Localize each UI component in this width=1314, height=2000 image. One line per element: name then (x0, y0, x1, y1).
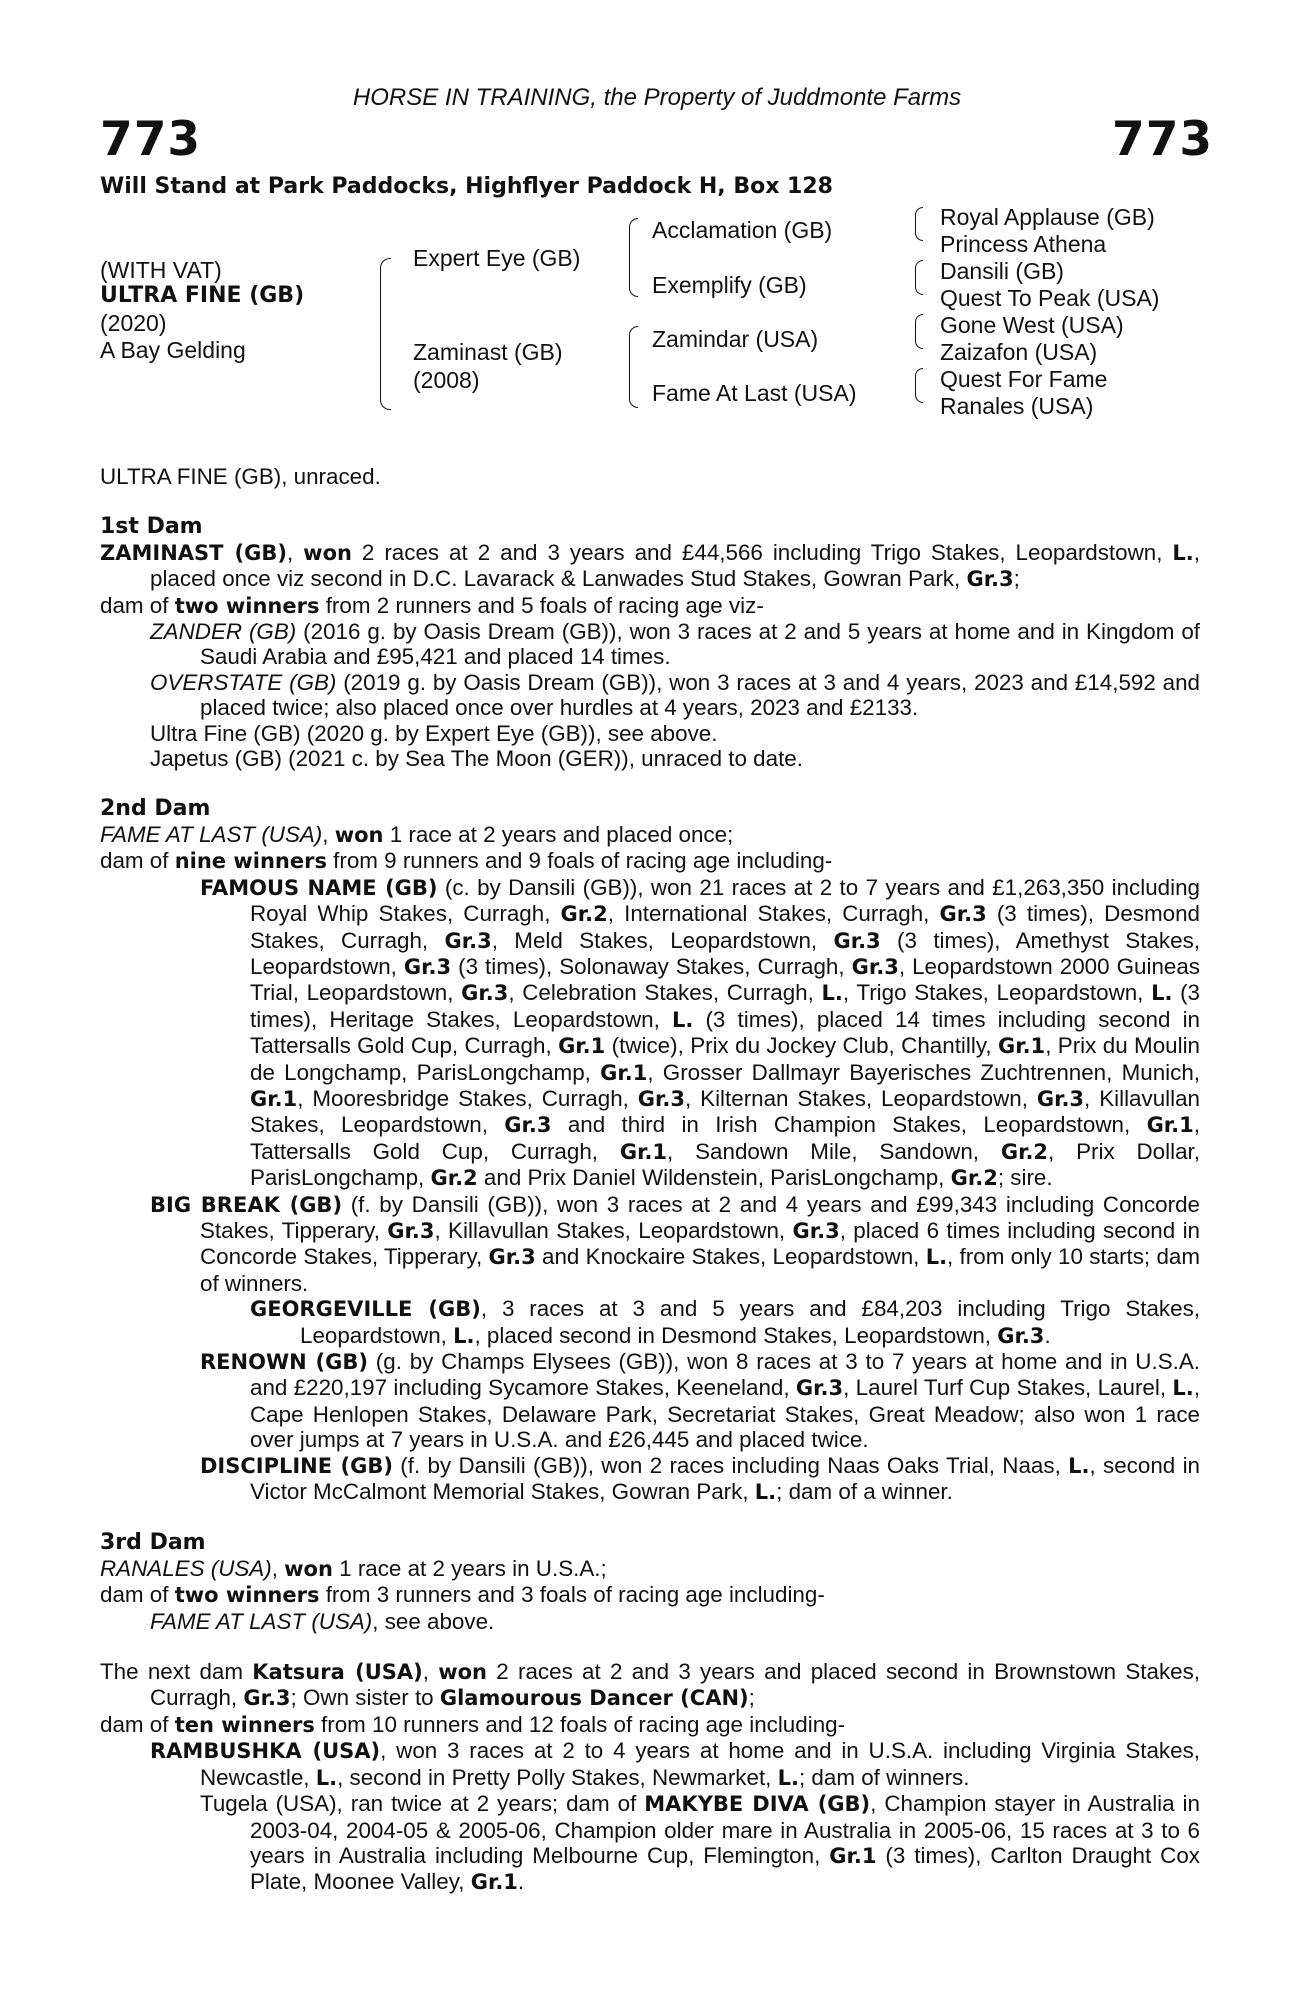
progeny-renown: RENOWN (GB) (g. by Champs Elysees (GB)), won 8 races at 3 to 7 years at home and in U.S.A. and £220,197 including Sycamore Stakes, Keeneland, Gr.3, Laurel Turf Cup Stakes, Laurel, L., Cape Henlopen Stakes, Delaware Park, Secretariat Stakes, Great Meadow; also won 1 race over jumps at 7 years in U.S.A. and £26,445 and placed twice. (200, 1349, 1201, 1453)
third-dam-produce: dam of two winners from 3 runners and 3 foals of racing age including- (100, 1582, 825, 1608)
gen4-1: Royal Applause (GB) (940, 204, 1155, 230)
pedigree-brace (380, 258, 391, 410)
progeny-discipline: DISCIPLINE (GB) (f. by Dansili (GB)), won 2 races including Naas Oaks Trial, Naas, L., second in Victor McCalmont Memorial Stakes, Gowran Park, L.; dam of a winner. (200, 1452, 1200, 1505)
progeny-big-break: BIG BREAK (GB) (f. by Dansili (GB)), won 3 races at 2 and 4 years and £99,343 including Concorde Stakes, Tipperary, Gr.3, Killavullan Stakes, Leopardstown, Gr.3, placed 6 times including second in Concorde Stakes, Tipperary, Gr.3 and Knockaire Stakes, Leopardstown, L., from only 10 starts; dam of winners. (150, 1191, 1201, 1296)
sire: Expert Eye (GB) (413, 245, 581, 271)
gen4-2: Princess Athena (940, 231, 1107, 257)
progeny-georgeville: GEORGEVILLE (GB), 3 races at 3 and 5 years and £84,203 including Trigo Stakes, Leopardstown, L., placed second in Desmond Stakes, Leopardstown, Gr.3. (250, 1296, 1200, 1348)
pedigree-brace (629, 218, 638, 297)
gen4-8: Ranales (USA) (940, 393, 1094, 419)
progeny-tugela: Tugela (USA), ran twice at 2 years; dam of MAKYBE DIVA (GB), Champion stayer in Australia in 2003-04, 2004-05 & 2005-06, Champion older mare in Australia in 2005-06, 15 races at 3 to 6 years in Australia including Melbourne Cup, Flemington, Gr.1 (3 times), Carlton Draught Cox Plate, Moonee Valley, Gr.1. (200, 1791, 1200, 1895)
next-dam-produce: dam of ten winners from 10 runners and 12 foals of racing age including- (100, 1711, 846, 1737)
intro-line: ULTRA FINE (GB), unraced. (100, 464, 381, 489)
pedigree-brace (915, 260, 923, 295)
progeny-zander: ZANDER (GB) (2016 g. by Oasis Dream (GB)), won 3 races at 2 and 5 years at home and in Kingdom of Saudi Arabia and £95,421 and placed 14 times. (150, 619, 1201, 670)
second-dam-record: FAME AT LAST (USA), won 1 race at 2 years and placed once; (100, 821, 734, 847)
page-header: HORSE IN TRAINING, the Property of Juddmonte Farms (352, 84, 962, 111)
second-dam-produce: dam of nine winners from 9 runners and 9 foals of racing age including- (100, 848, 833, 874)
vat-label: (WITH VAT) (100, 257, 222, 283)
progeny-rambushka: RAMBUSHKA (USA), won 3 races at 2 to 4 years at home and in U.S.A. including Virginia Stakes, Newcastle, L., second in Pretty Polly Stakes, Newmarket, L.; dam of winners. (150, 1738, 1200, 1790)
gen4-4: Quest To Peak (USA) (940, 285, 1160, 311)
dam-year: (2008) (413, 367, 480, 393)
gen4-5: Gone West (USA) (940, 312, 1124, 338)
gen3-2: Exemplify (GB) (652, 272, 807, 298)
lot-number-right: 773 (1112, 112, 1214, 167)
stand-info: Will Stand at Park Paddocks, Highflyer Paddock H, Box 128 (100, 174, 833, 199)
first-dam-produce: dam of two winners from 2 runners and 5 foals of racing age viz- (100, 592, 764, 618)
gen3-1: Acclamation (GB) (652, 217, 833, 243)
pedigree-brace (915, 207, 923, 241)
gen4-3: Dansili (GB) (940, 258, 1064, 284)
progeny-ultra-fine: Ultra Fine (GB) (2020 g. by Expert Eye (GB)), see above. (150, 720, 718, 746)
pedigree-brace (915, 368, 923, 403)
third-dam-heading: 3rd Dam (100, 1530, 206, 1556)
progeny-fame-at-last: FAME AT LAST (USA), see above. (150, 1608, 495, 1634)
gen3-3: Zamindar (USA) (652, 326, 819, 352)
first-dam-record: ZAMINAST (GB), won 2 races at 2 and 3 years and £44,566 including Trigo Stakes, Leopardstown, L., placed once viz second in D.C. Lavarack & Lanwades Stud Stakes, Gowran Park, Gr.3; (100, 539, 1200, 592)
gen4-7: Quest For Fame (940, 366, 1108, 392)
gen3-4: Fame At Last (USA) (652, 380, 857, 406)
horse-year: (2020) (100, 310, 167, 336)
next-dam-record: The next dam Katsura (USA), won 2 races at 2 and 3 years and placed second in Brownstown Stakes, Curragh, Gr.3; Own sister to Glamourous Dancer (CAN); (100, 1659, 1201, 1711)
progeny-japetus: Japetus (GB) (2021 c. by Sea The Moon (GER)), unraced to date. (150, 746, 803, 772)
pedigree-brace (629, 326, 638, 408)
third-dam-record: RANALES (USA), won 1 race at 2 years in U.S.A.; (100, 1555, 607, 1581)
dam: Zaminast (GB) (413, 339, 563, 365)
pedigree-brace (915, 314, 923, 349)
race-record (100, 464, 1200, 1896)
lot-number-left: 773 (100, 112, 202, 167)
horse-description: A Bay Gelding (100, 337, 246, 363)
second-dam-heading: 2nd Dam (100, 796, 211, 822)
horse-name: ULTRA FINE (GB) (100, 283, 305, 308)
first-dam-heading: 1st Dam (100, 514, 203, 540)
gen4-6: Zaizafon (USA) (940, 339, 1098, 365)
progeny-famous-name: FAMOUS NAME (GB) (c. by Dansili (GB)), won 21 races at 2 to 7 years and £1,263,350 including Royal Whip Stakes, Curragh, Gr.2, International Stakes, Curragh, Gr.3 (3 times), Desmond Stakes, Curragh, Gr.3, Meld Stakes, Leopardstown, Gr.3 (3 times), Amethyst Stakes, Leopardstown, Gr.3 (3 times), Solonaway Stakes, Curragh, Gr.3, Leopardstown 2000 Guineas Trial, Leopardstown, Gr.3, Celebration Stakes, Curragh, L., Trigo Stakes, Leopardstown, L. (3 times), Heritage Stakes, Leopardstown, L. (3 times), placed 14 times including second in Tattersalls Gold Cup, Curragh, Gr.1 (twice), Prix du Jockey Club, Chantilly, Gr.1, Prix du Moulin de Longchamp, ParisLongchamp, Gr.1, Grosser Dallmayr Bayerisches Zuchtrennen, Munich, Gr.1, Mooresbridge Stakes, Curragh, Gr.3, Kilternan Stakes, Leopardstown, Gr.3, Killavullan Stakes, Leopardstown, Gr.3 and third in Irish Champion Stakes, Leopardstown, Gr.1, Tattersalls Gold Cup, Curragh, Gr.1, Sandown Mile, Sandown, Gr.2, Prix Dollar, ParisLongchamp, Gr.2 and Prix Daniel Wildenstein, ParisLongchamp, Gr.2; sire. (200, 874, 1201, 1191)
progeny-overstate: OVERSTATE (GB) (2019 g. by Oasis Dream (GB)), won 3 races at 3 and 4 years, 2023 and £14,592 and placed twice; also placed once over hurdles at 4 years, 2023 and £2133. (150, 669, 1200, 721)
